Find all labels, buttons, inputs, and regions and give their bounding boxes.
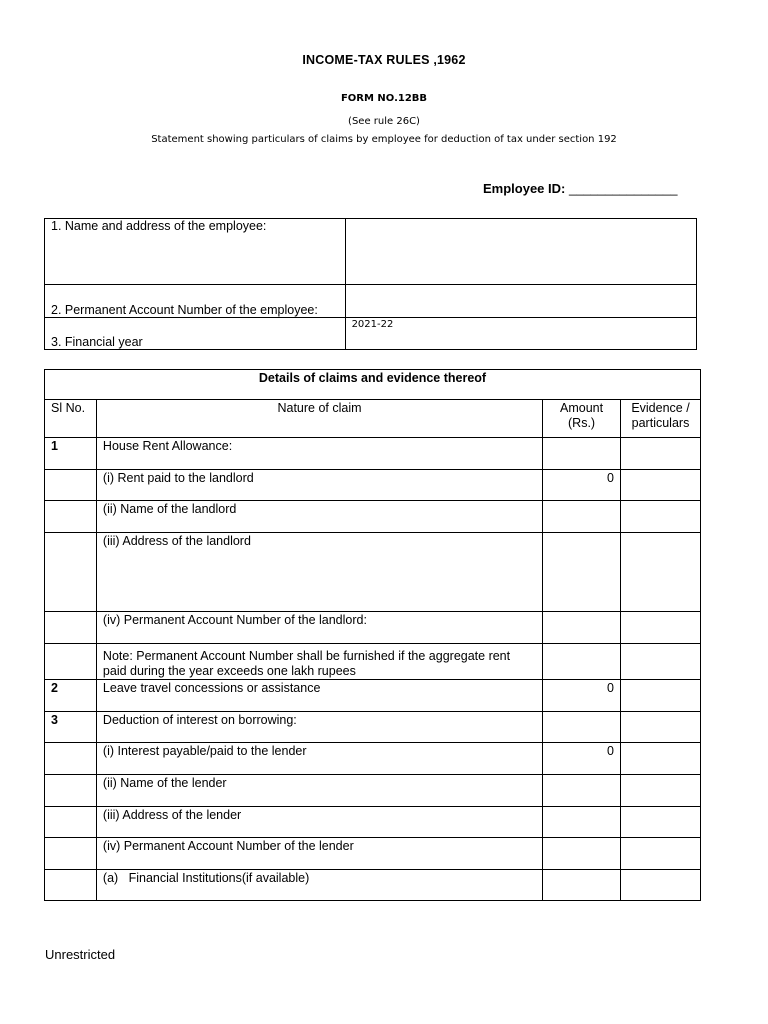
row-sl <box>45 775 97 807</box>
employee-pan-label: 2. Permanent Account Number of the employee: <box>45 285 346 318</box>
row-amount[interactable] <box>543 438 621 470</box>
row-evidence[interactable] <box>621 680 701 712</box>
rule-reference: (See rule 26C) <box>348 116 420 127</box>
financial-year-label: 3. Financial year <box>45 318 346 350</box>
table-row <box>45 775 701 807</box>
row-evidence[interactable] <box>621 612 701 644</box>
row-amount[interactable] <box>543 612 621 644</box>
table-row <box>45 501 701 533</box>
row-evidence[interactable] <box>621 838 701 870</box>
row-sl <box>45 807 97 838</box>
row-sl <box>45 533 97 612</box>
row-sl <box>45 838 97 870</box>
row-amount[interactable] <box>543 807 621 838</box>
employee-pan-row <box>45 285 697 318</box>
col-header-amount: Amount (Rs.) <box>543 400 621 438</box>
row-sl <box>45 612 97 644</box>
row-nature: (i) Rent paid to the landlord <box>96 470 542 501</box>
employee-name-row <box>45 219 697 285</box>
table-row <box>45 644 701 680</box>
row-amount[interactable] <box>543 501 621 533</box>
col-header-nature: Nature of claim <box>96 400 542 438</box>
claims-title: Details of claims and evidence thereof <box>45 370 701 400</box>
row-amount[interactable] <box>543 533 621 612</box>
form-number: FORM NO.12BB <box>340 93 428 104</box>
employee-id-value[interactable]: _______________ <box>568 181 678 196</box>
row-amount[interactable] <box>543 775 621 807</box>
row-amount[interactable] <box>543 644 621 680</box>
row-sl: 3 <box>45 712 97 743</box>
row-evidence[interactable] <box>621 501 701 533</box>
row-nature: Deduction of interest on borrowing: <box>96 712 542 743</box>
row-sl <box>45 501 97 533</box>
row-amount[interactable]: 0 <box>543 470 621 501</box>
row-evidence[interactable] <box>621 533 701 612</box>
row-sl <box>45 644 97 680</box>
row-evidence[interactable] <box>621 870 701 901</box>
row-amount[interactable] <box>543 838 621 870</box>
claims-header-row <box>45 400 701 438</box>
table-row <box>45 838 701 870</box>
financial-year-value[interactable]: 2021-22 <box>345 318 696 350</box>
table-row <box>45 712 701 743</box>
row-nature: Note: Permanent Account Number shall be furnished if the aggregate rent paid during the year exceeds one lakh rupees <box>96 644 542 680</box>
table-row <box>45 533 701 612</box>
row-evidence[interactable] <box>621 743 701 775</box>
row-amount[interactable] <box>543 712 621 743</box>
row-evidence[interactable] <box>621 470 701 501</box>
employee-id-field <box>483 181 677 196</box>
table-row <box>45 870 701 901</box>
row-nature: (iv) Permanent Account Number of the landlord: <box>96 612 542 644</box>
employee-info-table <box>44 218 697 350</box>
classification-label: Unrestricted <box>45 947 116 962</box>
row-nature: (iii) Address of the lender <box>96 807 542 838</box>
row-nature: House Rent Allowance: <box>96 438 542 470</box>
row-evidence[interactable] <box>621 438 701 470</box>
row-sl <box>45 470 97 501</box>
row-nature: (ii) Name of the lender <box>96 775 542 807</box>
employee-name-value[interactable] <box>345 219 696 285</box>
table-row <box>45 612 701 644</box>
row-evidence[interactable] <box>621 644 701 680</box>
table-row <box>45 680 701 712</box>
table-row <box>45 743 701 775</box>
col-header-sl: Sl No. <box>45 400 97 438</box>
claims-title-row <box>45 370 701 400</box>
row-sl <box>45 743 97 775</box>
row-evidence[interactable] <box>621 775 701 807</box>
row-nature: (a) Financial Institutions(if available) <box>96 870 542 901</box>
form-statement: Statement showing particulars of claims by employee for deduction of tax under section 192 <box>151 134 617 145</box>
table-row <box>45 807 701 838</box>
row-nature: (iv) Permanent Account Number of the lender <box>96 838 542 870</box>
financial-year-row <box>45 318 697 350</box>
row-sl: 2 <box>45 680 97 712</box>
employee-pan-value[interactable] <box>345 285 696 318</box>
row-nature: (ii) Name of the landlord <box>96 501 542 533</box>
row-nature: (iii) Address of the landlord <box>96 533 542 612</box>
employee-id-label: Employee ID: <box>483 181 566 196</box>
table-row <box>45 438 701 470</box>
row-evidence[interactable] <box>621 807 701 838</box>
table-row <box>45 470 701 501</box>
row-sl <box>45 870 97 901</box>
row-nature: Leave travel concessions or assistance <box>96 680 542 712</box>
row-amount[interactable]: 0 <box>543 743 621 775</box>
row-amount[interactable]: 0 <box>543 680 621 712</box>
document-title: INCOME-TAX RULES ,1962 <box>302 53 466 67</box>
row-amount[interactable] <box>543 870 621 901</box>
row-sl: 1 <box>45 438 97 470</box>
claims-table <box>44 369 701 901</box>
row-nature: (i) Interest payable/paid to the lender <box>96 743 542 775</box>
col-header-evidence: Evidence / particulars <box>621 400 701 438</box>
row-evidence[interactable] <box>621 712 701 743</box>
employee-name-label: 1. Name and address of the employee: <box>45 219 346 285</box>
